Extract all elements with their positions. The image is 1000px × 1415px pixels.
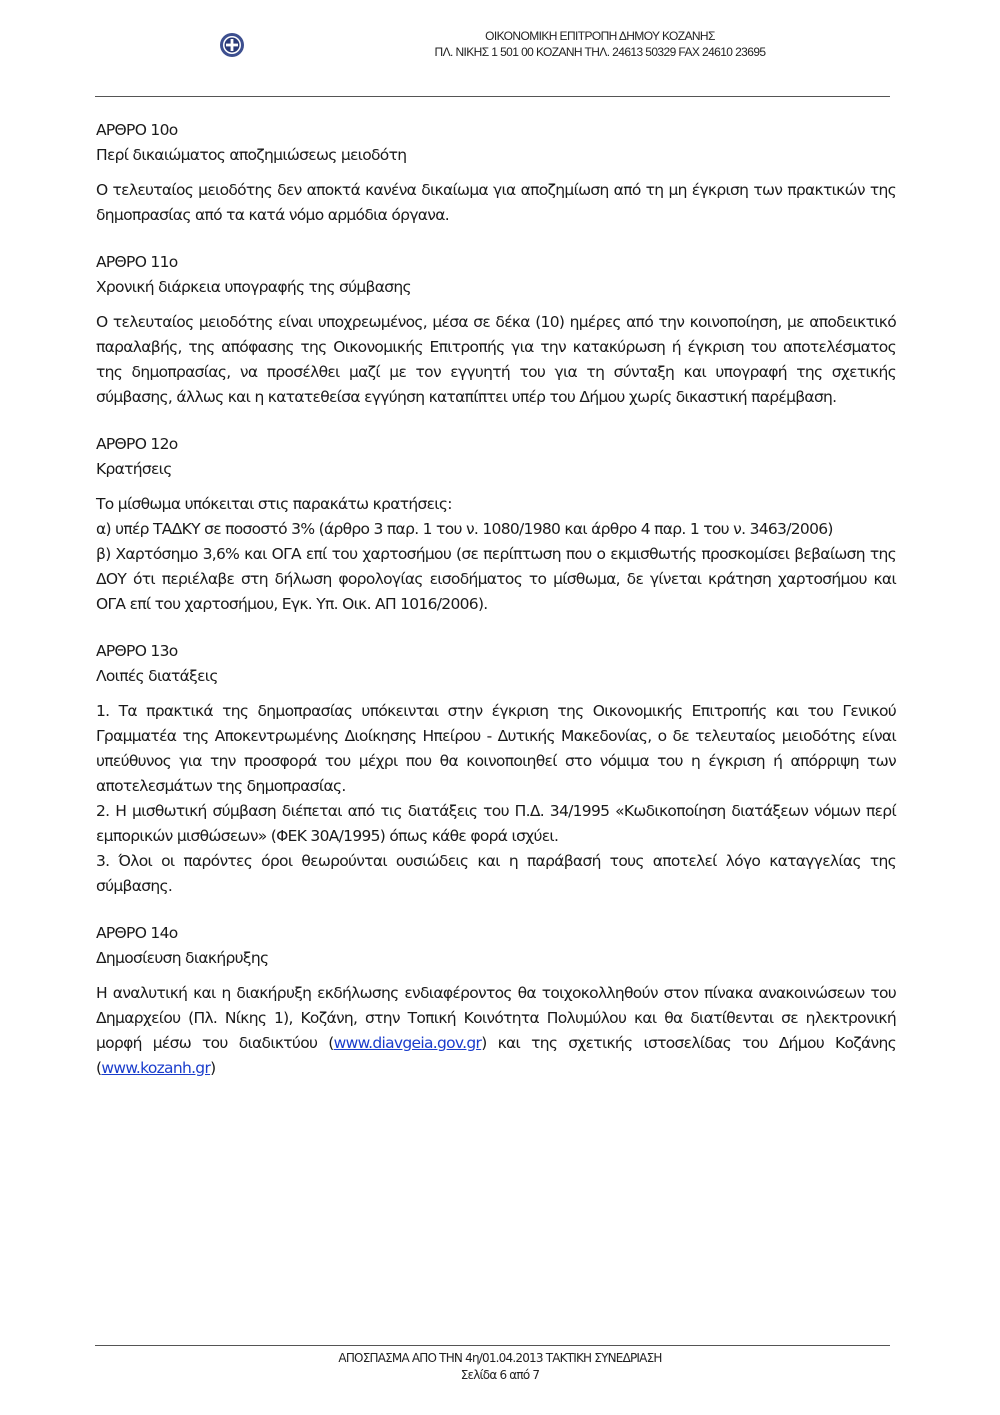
header-line-2: ΠΛ. ΝΙΚΗΣ 1 501 00 ΚΟΖΑΝΗ ΤΗΛ. 24613 50329 FAX 24610 23695 <box>434 45 766 59</box>
article-paragraph: α) υπέρ ΤΑΔΚΥ σε ποσοστό 3% (άρθρο 3 παρ. 1 του ν. 1080/1980 και άρθρο 4 παρ. 1 του ν. 3463/2006) <box>96 520 833 538</box>
page-header <box>0 28 1000 70</box>
paragraph-text: Η αναλυτική και η διακήρυξη εκδήλωσης ενδιαφέροντος θα τοιχοκολληθούν στον πίνακα ανακοινώσεων του Δημαρχείου (Πλ. Νίκης 1), Κοζάνη, στην Τοπική Κοινότητα Πολυμύλου και θα διατίθενται σε ηλεκτρονική μορφή μέσω του διαδικτύου ( <box>96 984 896 1052</box>
article-10 <box>96 118 896 228</box>
document-body <box>96 118 896 1103</box>
paragraph-text: ) και της σχετικής ιστοσελίδας του Δήμου Κοζάνης ( <box>96 1034 896 1077</box>
article-paragraph: 2. Η μισθωτική σύμβαση διέπεται από τις διατάξεις του Π.Δ. 34/1995 «Κωδικοποίηση διατάξεων νόμων περί εμπορικών μισθώσεων» (ΦΕΚ 30Α/1995) όπως κάθε φορά ισχύει. <box>96 802 896 845</box>
article-paragraph: Ο τελευταίος μειοδότης είναι υποχρεωμένος, μέσα σε δέκα (10) ημέρες από την κοινοποίηση, με αποδεικτικό παραλαβής, της απόφασης της Οικονομικής Επιτροπής για την κατακύρωση ή έγκριση του αποτελέσματος της δημοπρασίας, να προσέλθει μαζί με τον εγγυητή του για τη σύνταξη και υπογραφή της σχετικής σύμβασης, άλλως και η κατατεθείσα εγγύηση καταπίπτει υπέρ του Δήμου χωρίς δικαστική παρέμβαση. <box>96 313 896 406</box>
article-title: ΑΡΘΡΟ 14ο <box>96 924 178 942</box>
footer-line-1: ΑΠΟΣΠΑΣΜΑ ΑΠΟ ΤΗΝ 4η/01.04.2013 ΤΑΚΤΙΚΗ ΣΥΝΕΔΡΙΑΣΗ <box>338 1351 662 1365</box>
kozanh-link[interactable]: www.kozanh.gr <box>101 1059 211 1077</box>
article-paragraph: Το μίσθωμα υπόκειται στις παρακάτω κρατήσεις: <box>96 495 452 513</box>
article-paragraph: Ο τελευταίος μειοδότης δεν αποκτά κανένα δικαίωμα για αποζημίωση από τη μη έγκριση των πρακτικών της δημοπρασίας από τα κατά νόμο αρμόδια όργανα. <box>96 181 896 224</box>
article-paragraph: β) Χαρτόσημο 3,6% και ΟΓΑ επί του χαρτοσήμου (σε περίπτωση που ο εκμισθωτής προσκομίσει βεβαίωση της ΔΟΥ ότι περιέλαβε στη δήλωση φορολογίας εισοδήματος το μίσθωμα, δε γίνεται κράτηση χαρτοσήμου και ΟΓΑ επί του χαρτοσήμου, Εγκ. Υπ. Οικ. ΑΠ 1016/2006). <box>96 545 896 613</box>
article-subtitle: Περί δικαιώματος αποζημιώσεως μειοδότη <box>96 146 407 164</box>
article-paragraph <box>96 981 896 1081</box>
header-divider <box>95 96 890 97</box>
page-number: Σελίδα 6 από 7 <box>460 1368 540 1382</box>
page-footer <box>0 1350 1000 1384</box>
article-subtitle: Κρατήσεις <box>96 460 172 478</box>
paragraph-text: ) <box>210 1059 216 1077</box>
article-11 <box>96 250 896 410</box>
article-subtitle: Δημοσίευση διακήρυξης <box>96 949 269 967</box>
article-paragraph: 3. Όλοι οι παρόντες όροι θεωρούνται ουσιώδεις και η παράβασή τους αποτελεί λόγο καταγγελίας της σύμβασης. <box>96 852 896 895</box>
article-title: ΑΡΘΡΟ 11ο <box>96 253 178 271</box>
article-subtitle: Χρονική διάρκεια υπογραφής της σύμβασης <box>96 278 411 296</box>
article-12 <box>96 432 896 617</box>
article-title: ΑΡΘΡΟ 12ο <box>96 435 178 453</box>
hellenic-republic-seal-icon <box>219 32 245 58</box>
footer-divider <box>95 1345 890 1346</box>
diavgeia-link[interactable]: www.diavgeia.gov.gr <box>333 1034 482 1052</box>
article-14 <box>96 921 896 1081</box>
header-line-1: ΟΙΚΟΝΟΜΙΚΗ ΕΠΙΤΡΟΠΗ ΔΗΜΟΥ ΚΟΖΑΝΗΣ <box>485 29 715 43</box>
article-paragraph: 1. Τα πρακτικά της δημοπρασίας υπόκεινται στην έγκριση της Οικονομικής Επιτροπής και του Γενικού Γραμματέα της Αποκεντρωμένης Διοίκησης Ηπείρου - Δυτικής Μακεδονίας, ο δε τελευταίος μειοδότης είναι υπεύθυνος για την προσφορά του μέχρι που θα κοινοποιηθεί στο νόμιμα του η έγκριση ή απόρριψη των αποτελεσμάτων της δημοπρασίας. <box>96 702 896 795</box>
article-subtitle: Λοιπές διατάξεις <box>96 667 218 685</box>
article-title: ΑΡΘΡΟ 10ο <box>96 121 178 139</box>
article-13 <box>96 639 896 899</box>
article-title: ΑΡΘΡΟ 13ο <box>96 642 178 660</box>
